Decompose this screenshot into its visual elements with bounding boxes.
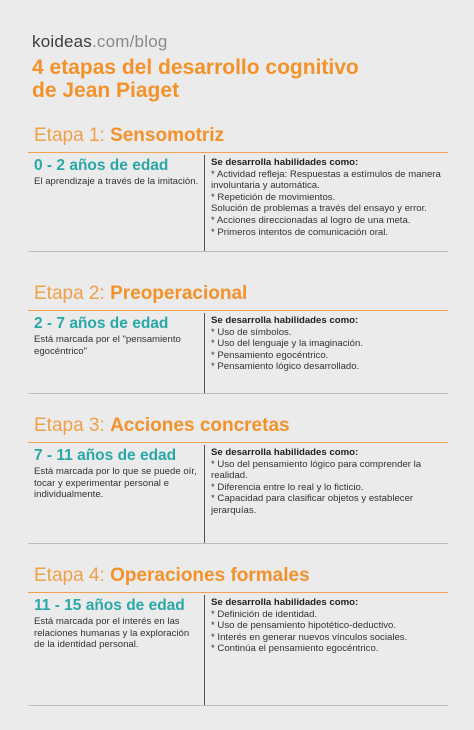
skill-item: * Uso del lenguaje y la imaginación.	[211, 338, 363, 350]
stage-left-column	[28, 153, 204, 251]
stage-description: Está marcada por el interés en las relaciones humanas y la exploración de la identidad personal.	[34, 616, 190, 650]
skill-item: * Interés en generar nuevos vínculos sociales.	[211, 631, 408, 643]
skill-item: * Pensamiento lógico desarrollado.	[211, 361, 360, 373]
skills-title: Se desarrolla habilidades como:	[211, 447, 359, 458]
title-line-1: 4 etapas del desarrollo cognitivo	[32, 56, 359, 79]
stage-name: Preoperacional	[110, 283, 248, 304]
stage-3	[28, 414, 448, 544]
skill-item: * Uso del pensamiento lógico para comprender la realidad.	[211, 458, 424, 482]
stage-body	[28, 153, 448, 252]
brand-name: koideas	[32, 32, 92, 51]
skills-list	[211, 327, 448, 373]
stage-right-column	[204, 155, 448, 251]
skill-item: * Actividad refleja: Respuestas a estímulos de manera involuntaria y automática.	[211, 168, 444, 192]
skills-title: Se desarrolla habilidades como:	[211, 597, 359, 608]
stage-prefix: Etapa 3:	[34, 415, 105, 436]
stage-right-column	[204, 595, 448, 705]
skills-list	[211, 459, 448, 517]
stage-header	[28, 564, 448, 588]
stage-right-column	[204, 445, 448, 543]
stage-prefix: Etapa 2:	[34, 283, 105, 304]
stage-4	[28, 564, 448, 706]
stage-prefix: Etapa 1:	[34, 125, 105, 146]
skill-item: * Primeros intentos de comunicación oral.	[211, 226, 389, 238]
skills-list	[211, 609, 448, 655]
stage-body	[28, 311, 448, 394]
stage-body	[28, 443, 448, 544]
stage-header	[28, 282, 448, 306]
skill-item: * Acciones direccionadas al logro de una meta.	[211, 214, 411, 226]
stage-name: Operaciones formales	[110, 565, 310, 586]
page-title	[32, 56, 452, 102]
stage-prefix: Etapa 4:	[34, 565, 105, 586]
stage-2	[28, 282, 448, 394]
stage-1	[28, 124, 448, 252]
stage-left-column	[28, 593, 204, 705]
stage-name: Acciones concretas	[110, 415, 290, 436]
skill-item: * Definición de identidad.	[211, 608, 318, 620]
stage-header	[28, 414, 448, 438]
stage-right-column	[204, 313, 448, 393]
stage-left-column	[28, 311, 204, 393]
stage-age: 11 - 15 años de edad	[34, 597, 185, 614]
skill-item: * Uso de símbolos.	[211, 326, 292, 338]
skill-item: Solución de problemas a través del ensayo y error.	[211, 203, 427, 215]
skills-title: Se desarrolla habilidades como:	[211, 157, 359, 168]
skill-item: * Uso de pensamiento hipotético-deductivo.	[211, 620, 397, 632]
skill-item: * Diferencia entre lo real y lo ficticio.	[211, 481, 364, 493]
stage-age: 7 - 11 años de edad	[34, 447, 177, 464]
skill-item: * Repetición de movimientos.	[211, 191, 336, 203]
skills-list	[211, 169, 448, 239]
stage-description: Está marcada por lo que se puede oír, tocar y experimentar personal e individualmente.	[34, 466, 197, 500]
stage-description: Está marcada por el "pensamiento egocéntrico"	[34, 334, 181, 357]
stage-age: 2 - 7 años de edad	[34, 315, 169, 332]
stage-header	[28, 124, 448, 148]
stage-name: Sensomotriz	[110, 125, 225, 146]
skill-item: * Pensamiento egocéntrico.	[211, 349, 329, 361]
stage-description: El aprendizaje a través de la imitación.	[34, 176, 199, 187]
title-line-2: de Jean Piaget	[32, 79, 180, 102]
skill-item: * Capacidad para clasificar objetos y establecer jerarquías.	[211, 493, 416, 516]
brand-logo	[32, 32, 168, 52]
skill-item: * Continúa el pensamiento egocéntrico.	[211, 643, 379, 655]
skills-title: Se desarrolla habilidades como:	[211, 315, 359, 326]
brand-suffix: .com/blog	[92, 32, 168, 51]
stage-age: 0 - 2 años de edad	[34, 157, 169, 174]
stage-left-column	[28, 443, 204, 543]
stage-body	[28, 593, 448, 706]
